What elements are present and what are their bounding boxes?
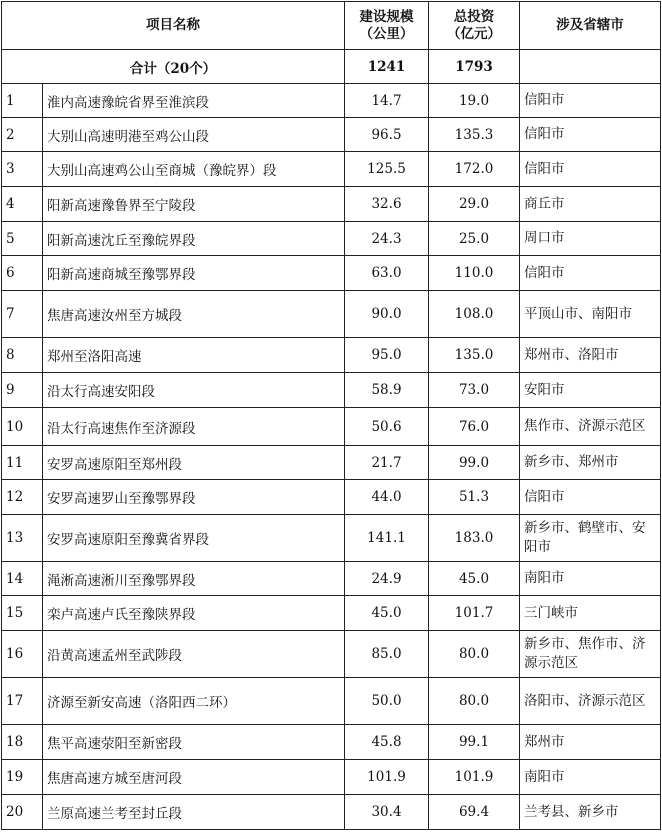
header-scale-line1: 建设规模 (359, 8, 414, 25)
header-invest-line1: 总投资 (453, 8, 495, 25)
table-row (2, 152, 661, 187)
total-investment: 135.3 (429, 118, 520, 152)
project-table (1, 1, 661, 830)
project-name: 沿太行高速安阳段 (43, 373, 345, 408)
table-row (2, 256, 661, 291)
row-number: 9 (2, 373, 43, 408)
project-name: 沿太行高速焦作至济源段 (43, 408, 345, 446)
total-investment: 45.0 (429, 562, 520, 596)
table-row (2, 291, 661, 338)
total-investment: 73.0 (429, 373, 520, 408)
cities-involved: 南阳市 (520, 562, 661, 596)
total-investment: 172.0 (429, 152, 520, 187)
construction-scale: 21.7 (345, 446, 429, 480)
row-number: 5 (2, 222, 43, 256)
project-name: 济源至新安高速（洛阳西二环） (43, 678, 345, 725)
table-row (2, 515, 661, 562)
table-row (2, 631, 661, 678)
project-name: 郑州至洛阳高速 (43, 338, 345, 373)
row-number: 12 (2, 480, 43, 515)
total-investment: 51.3 (429, 480, 520, 515)
row-number: 15 (2, 596, 43, 631)
cities-involved: 焦作市、济源示范区 (520, 408, 661, 446)
table-row (2, 760, 661, 795)
row-number: 19 (2, 760, 43, 795)
total-investment: 1793 (429, 50, 520, 84)
cities-involved: 周口市 (520, 222, 661, 256)
cities-involved: 信阳市 (520, 118, 661, 152)
total-investment: 183.0 (429, 515, 520, 562)
table-row (2, 373, 661, 408)
total-investment: 25.0 (429, 222, 520, 256)
row-number: 18 (2, 725, 43, 760)
table-row (2, 678, 661, 725)
construction-scale: 32.6 (345, 187, 429, 222)
table-row (2, 187, 661, 222)
cities-involved: 郑州市 (520, 725, 661, 760)
project-name: 焦唐高速方城至唐河段 (43, 760, 345, 795)
project-name: 大别山高速明港至鸡公山段 (43, 118, 345, 152)
construction-scale: 50.6 (345, 408, 429, 446)
cities-involved: 南阳市 (520, 760, 661, 795)
row-number: 20 (2, 795, 43, 830)
project-name: 淮内高速豫皖省界至淮滨段 (43, 84, 345, 118)
table-row (2, 596, 661, 631)
cities-involved: 新乡市、焦作市、济源示范区 (520, 631, 661, 678)
table-row (2, 446, 661, 480)
table-row (2, 84, 661, 118)
cities-involved: 信阳市 (520, 480, 661, 515)
cities-involved: 商丘市 (520, 187, 661, 222)
construction-scale: 125.5 (345, 152, 429, 187)
header-invest-line2: （亿元） (447, 25, 501, 42)
table-row (2, 338, 661, 373)
total-investment: 19.0 (429, 84, 520, 118)
project-name: 安罗高速罗山至豫鄂界段 (43, 480, 345, 515)
table-row (2, 795, 661, 830)
total-investment: 76.0 (429, 408, 520, 446)
project-name: 焦唐高速汝州至方城段 (43, 291, 345, 338)
header-area: 涉及省辖市 (520, 2, 661, 50)
total-row (2, 50, 661, 84)
project-name: 大别山高速鸡公山至商城（豫皖界）段 (43, 152, 345, 187)
construction-scale: 58.9 (345, 373, 429, 408)
project-name: 安罗高速原阳至郑州段 (43, 446, 345, 480)
cities-involved: 三门峡市 (520, 596, 661, 631)
construction-scale: 45.8 (345, 725, 429, 760)
total-investment: 80.0 (429, 678, 520, 725)
total-investment: 69.4 (429, 795, 520, 830)
table-row (2, 725, 661, 760)
row-number: 17 (2, 678, 43, 725)
construction-scale: 30.4 (345, 795, 429, 830)
header-scale-line2: （公里） (359, 25, 414, 42)
project-name: 阳新高速商城至豫鄂界段 (43, 256, 345, 291)
project-name: 兰原高速兰考至封丘段 (43, 795, 345, 830)
total-label: 合计（20个） (2, 50, 345, 84)
row-number: 8 (2, 338, 43, 373)
cities-involved: 信阳市 (520, 152, 661, 187)
project-name: 安罗高速原阳至豫冀省界段 (43, 515, 345, 562)
row-number: 14 (2, 562, 43, 596)
row-number: 7 (2, 291, 43, 338)
row-number: 4 (2, 187, 43, 222)
row-number: 10 (2, 408, 43, 446)
row-number: 3 (2, 152, 43, 187)
project-name: 焦平高速荥阳至新密段 (43, 725, 345, 760)
cities-involved: 信阳市 (520, 256, 661, 291)
total-investment: 29.0 (429, 187, 520, 222)
cities-involved: 新乡市、鹤壁市、安阳市 (520, 515, 661, 562)
cities-involved: 安阳市 (520, 373, 661, 408)
row-number: 16 (2, 631, 43, 678)
construction-scale: 90.0 (345, 291, 429, 338)
total-investment: 99.0 (429, 446, 520, 480)
total-investment: 80.0 (429, 631, 520, 678)
total-area (520, 50, 661, 84)
project-name: 阳新高速豫鲁界至宁陵段 (43, 187, 345, 222)
cities-involved: 信阳市 (520, 84, 661, 118)
cities-involved: 兰考县、新乡市 (520, 795, 661, 830)
construction-scale: 44.0 (345, 480, 429, 515)
table-row (2, 408, 661, 446)
construction-scale: 14.7 (345, 84, 429, 118)
table-row (2, 480, 661, 515)
construction-scale: 24.3 (345, 222, 429, 256)
cities-involved: 洛阳市、济源示范区 (520, 678, 661, 725)
header-row (2, 2, 661, 50)
project-name: 渑淅高速淅川至豫鄂界段 (43, 562, 345, 596)
row-number: 1 (2, 84, 43, 118)
project-name: 栾卢高速卢氏至豫陕界段 (43, 596, 345, 631)
total-investment: 108.0 (429, 291, 520, 338)
table-body (2, 50, 661, 830)
cities-involved: 新乡市、郑州市 (520, 446, 661, 480)
header-scale (345, 2, 429, 50)
construction-scale: 96.5 (345, 118, 429, 152)
construction-scale: 101.9 (345, 760, 429, 795)
construction-scale: 141.1 (345, 515, 429, 562)
project-name: 阳新高速沈丘至豫皖界段 (43, 222, 345, 256)
table-row (2, 562, 661, 596)
total-investment: 101.9 (429, 760, 520, 795)
construction-scale: 85.0 (345, 631, 429, 678)
construction-scale: 95.0 (345, 338, 429, 373)
table-row (2, 118, 661, 152)
construction-scale: 24.9 (345, 562, 429, 596)
construction-scale: 45.0 (345, 596, 429, 631)
construction-scale: 50.0 (345, 678, 429, 725)
total-investment: 110.0 (429, 256, 520, 291)
row-number: 6 (2, 256, 43, 291)
total-investment: 135.0 (429, 338, 520, 373)
total-scale: 1241 (345, 50, 429, 84)
row-number: 11 (2, 446, 43, 480)
header-investment (429, 2, 520, 50)
project-name: 沿黄高速孟州至武陟段 (43, 631, 345, 678)
row-number: 13 (2, 515, 43, 562)
table-row (2, 222, 661, 256)
total-investment: 101.7 (429, 596, 520, 631)
row-number: 2 (2, 118, 43, 152)
cities-involved: 郑州市、洛阳市 (520, 338, 661, 373)
construction-scale: 63.0 (345, 256, 429, 291)
header-project-name: 项目名称 (2, 2, 345, 50)
total-investment: 99.1 (429, 725, 520, 760)
cities-involved: 平顶山市、南阳市 (520, 291, 661, 338)
